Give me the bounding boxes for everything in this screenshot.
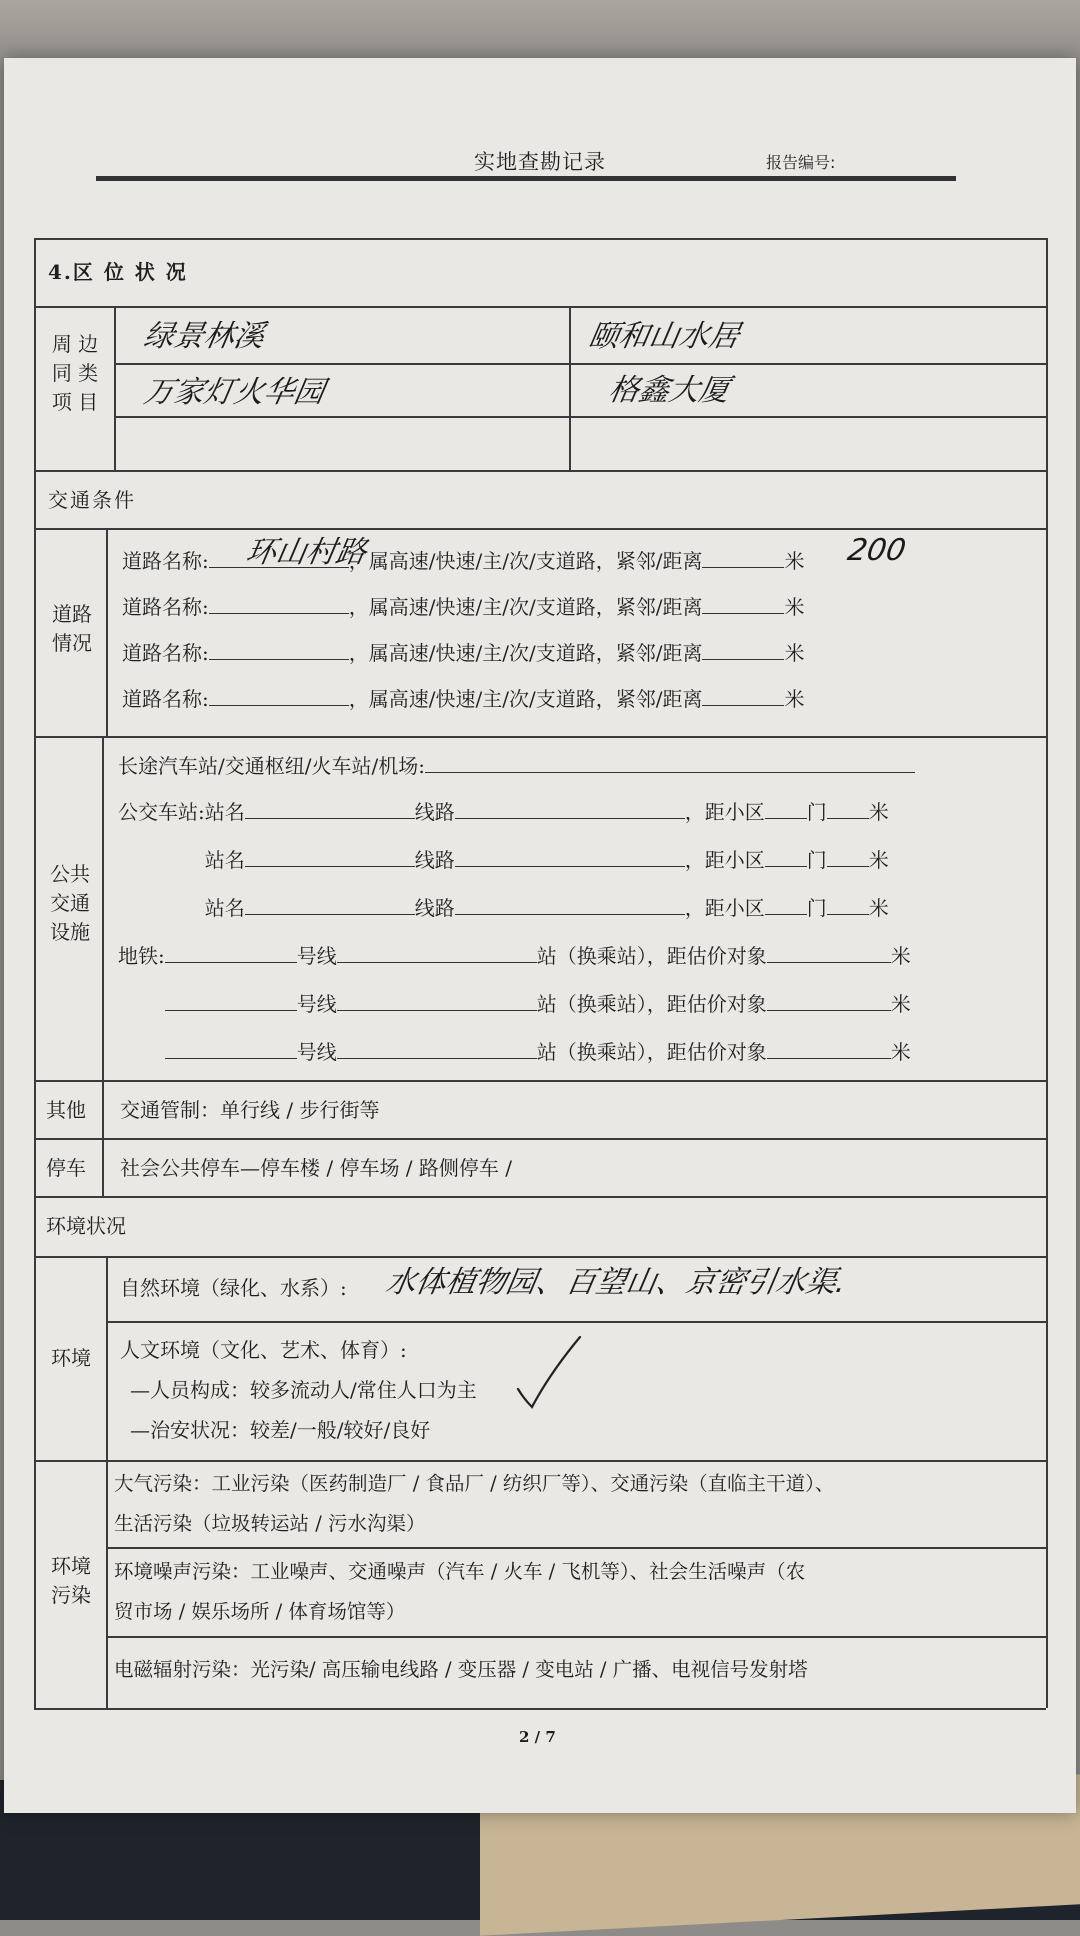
line-label: 号线 [296,944,337,968]
transfer-blank [767,992,891,1011]
road-name-blank [209,595,349,614]
route-blank [455,896,685,915]
long-distance-label: 长途汽车站/交通枢纽/火车站/机场: [118,754,425,778]
air-pollution-line-2: 生活污染（垃圾转运站 / 污水沟渠） [114,1512,426,1535]
page-header [4,58,1076,178]
page-number: 2 / 7 [519,1728,556,1746]
row-divider [106,1636,1046,1638]
row-divider [114,416,1046,418]
long-distance-blank [425,754,915,773]
unit-label: 米 [868,848,889,872]
table-border-left [34,238,36,1708]
noise-pollution-line-1: 环境噪声污染：工业噪声、交通噪声（汽车 / 火车 / 飞机等）、社会生活噪声（农 [114,1560,806,1583]
road-unit: 米 [784,641,805,665]
row-divider [34,1460,1046,1462]
parking-label: 停车 [46,1156,86,1180]
distance-blank [765,848,807,867]
unit-label: 米 [890,944,911,968]
transfer-label: 站（换乘站），距估价对象 [536,944,767,968]
metro-blank [165,1040,297,1059]
transfer-blank [767,944,891,963]
road-unit: 米 [784,549,805,573]
metro-row-3 [118,1040,911,1062]
road-name-prefix: 道路名称: [122,641,209,665]
air-pollution-line-1: 大气污染：工业污染（医药制造厂 / 食品厂 / 纺织厂等）、交通污染（直临主干道）、 [114,1472,835,1495]
section-traffic-title: 交通条件 [48,488,136,512]
road-distance-blank [702,687,784,706]
distance-label: ，距小区 [684,800,765,824]
people-composition: —人员构成：较多流动人/常住人口为主 [130,1378,477,1402]
road-row-2 [122,595,804,617]
row-divider [34,528,1046,530]
security-status: —治安状况：较差/一般/较好/良好 [130,1418,431,1442]
line-blank [337,992,537,1011]
table-border-bottom [34,1708,1046,1710]
row-divider [34,1080,1046,1082]
line-blank [337,944,537,963]
station-label: 站名 [204,896,245,920]
page-title: 实地查勘记录 [474,150,606,174]
bus-row-2 [118,848,889,870]
row-divider [106,1547,1046,1549]
radiation-pollution-line: 电磁辐射污染：光污染/ 高压输电线路 / 变压器 / 变电站 / 广播、电视信号发射塔 [114,1658,808,1681]
nearby-project-2: 颐和山水居 [586,319,743,354]
col-divider [106,528,108,736]
road-name-prefix: 道路名称: [122,549,209,573]
col-divider [114,306,116,470]
road-info-label: 道路 情况 [52,602,92,655]
station-blank [245,896,415,915]
road-type-text: ，属高速/快速/主/次/支道路，紧邻/距离 [348,595,703,619]
bus-row-3 [118,896,889,918]
natural-env-handwritten: 水体植物园、百望山、京密引水渠. [383,1265,849,1300]
road-type-text: ，属高速/快速/主/次/支道路，紧邻/距离 [348,687,703,711]
row-divider [34,736,1046,738]
metro-blank [165,992,297,1011]
road-row-3 [122,641,804,663]
section-location-title: 4.区 位 状 况 [48,260,188,284]
traffic-control-text: 交通管制：单行线 / 步行街等 [120,1098,380,1122]
row-divider [34,1196,1046,1198]
header-rule [96,176,956,181]
col-divider [106,1256,108,1708]
gate-blank [827,896,869,915]
road-type-text: ，属高速/快速/主/次/支道路，紧邻/距离 [348,641,703,665]
road-distance-blank [702,549,784,568]
line-label: 号线 [296,992,337,1016]
nearby-project-1: 绿景林溪 [141,319,268,354]
document-page [4,58,1076,1813]
unit-label: 米 [868,800,889,824]
bus-row-1 [118,800,889,822]
road-name-blank [209,641,349,660]
parking-text: 社会公共停车—停车楼 / 停车场 / 路侧停车 / [120,1156,513,1180]
survey-table [34,238,1046,1708]
row-divider [34,1138,1046,1140]
route-label: 线路 [414,896,455,920]
other-label: 其他 [46,1098,86,1122]
table-border-top [34,238,1046,240]
road-distance-blank [702,641,784,660]
route-label: 线路 [414,800,455,824]
humanities-env-label: 人文环境（文化、艺术、体育）: [120,1338,407,1362]
line-blank [337,1040,537,1059]
road-row-1 [122,549,804,571]
road-1-name-handwritten: 环山村路 [243,535,370,570]
unit-label: 米 [890,1040,911,1064]
row-divider [114,363,1046,365]
noise-pollution-line-2: 贸市场 / 娱乐场所 / 体育场馆等） [114,1600,406,1623]
station-label: 站名 [204,848,245,872]
metro-row-2 [118,992,911,1014]
public-transit-label: 公共 交通 设施 [50,862,90,944]
gate-blank [827,848,869,867]
metro-blank [165,944,297,963]
unit-label: 米 [868,896,889,920]
bus-label: 公交车站: [118,800,205,824]
gate-blank [827,800,869,819]
distance-blank [765,800,807,819]
distance-label: ，距小区 [684,848,765,872]
table-border-right [1046,238,1048,1708]
station-blank [245,800,415,819]
nearby-project-4: 格鑫大厦 [606,373,733,408]
route-blank [455,848,685,867]
metro-label: 地铁: [118,944,165,968]
pollution-label: 环境 污染 [51,1554,91,1607]
route-label: 线路 [414,848,455,872]
gate-label: 门 [806,896,827,920]
line-label: 号线 [296,1040,337,1064]
natural-env-label: 自然环境（绿化、水系）: [120,1276,347,1300]
nearby-projects-label: 周 边 同 类 项 目 [51,332,99,414]
transfer-label: 站（换乘站），距估价对象 [536,1040,767,1064]
road-distance-blank [702,595,784,614]
gate-label: 门 [806,800,827,824]
road-name-blank [209,687,349,706]
col-divider [102,736,104,1196]
road-1-distance-handwritten: 200 [845,533,909,568]
row-divider [34,306,1046,308]
unit-label: 米 [890,992,911,1016]
distance-blank [765,896,807,915]
route-blank [455,800,685,819]
checkmark-icon [514,1333,584,1413]
road-name-prefix: 道路名称: [122,595,209,619]
long-distance-row [118,754,915,776]
row-divider [34,470,1046,472]
road-name-prefix: 道路名称: [122,687,209,711]
transfer-blank [767,1040,891,1059]
road-row-4 [122,687,804,709]
row-divider [34,1256,1046,1258]
road-type-text: ，属高速/快速/主/次/支道路，紧邻/距离 [348,549,703,573]
report-number-label: 报告编号: [766,153,836,172]
metro-row-1 [118,944,911,966]
col-divider [569,306,571,470]
station-blank [245,848,415,867]
section-env-title: 环境状况 [46,1214,126,1238]
nearby-project-3: 万家灯火华园 [141,375,328,410]
row-divider [106,1321,1046,1323]
env-label: 环境 [51,1346,91,1370]
transfer-label: 站（换乘站），距估价对象 [536,992,767,1016]
road-unit: 米 [784,595,805,619]
road-unit: 米 [784,687,805,711]
distance-label: ，距小区 [684,896,765,920]
station-label: 站名 [204,800,245,824]
gate-label: 门 [806,848,827,872]
